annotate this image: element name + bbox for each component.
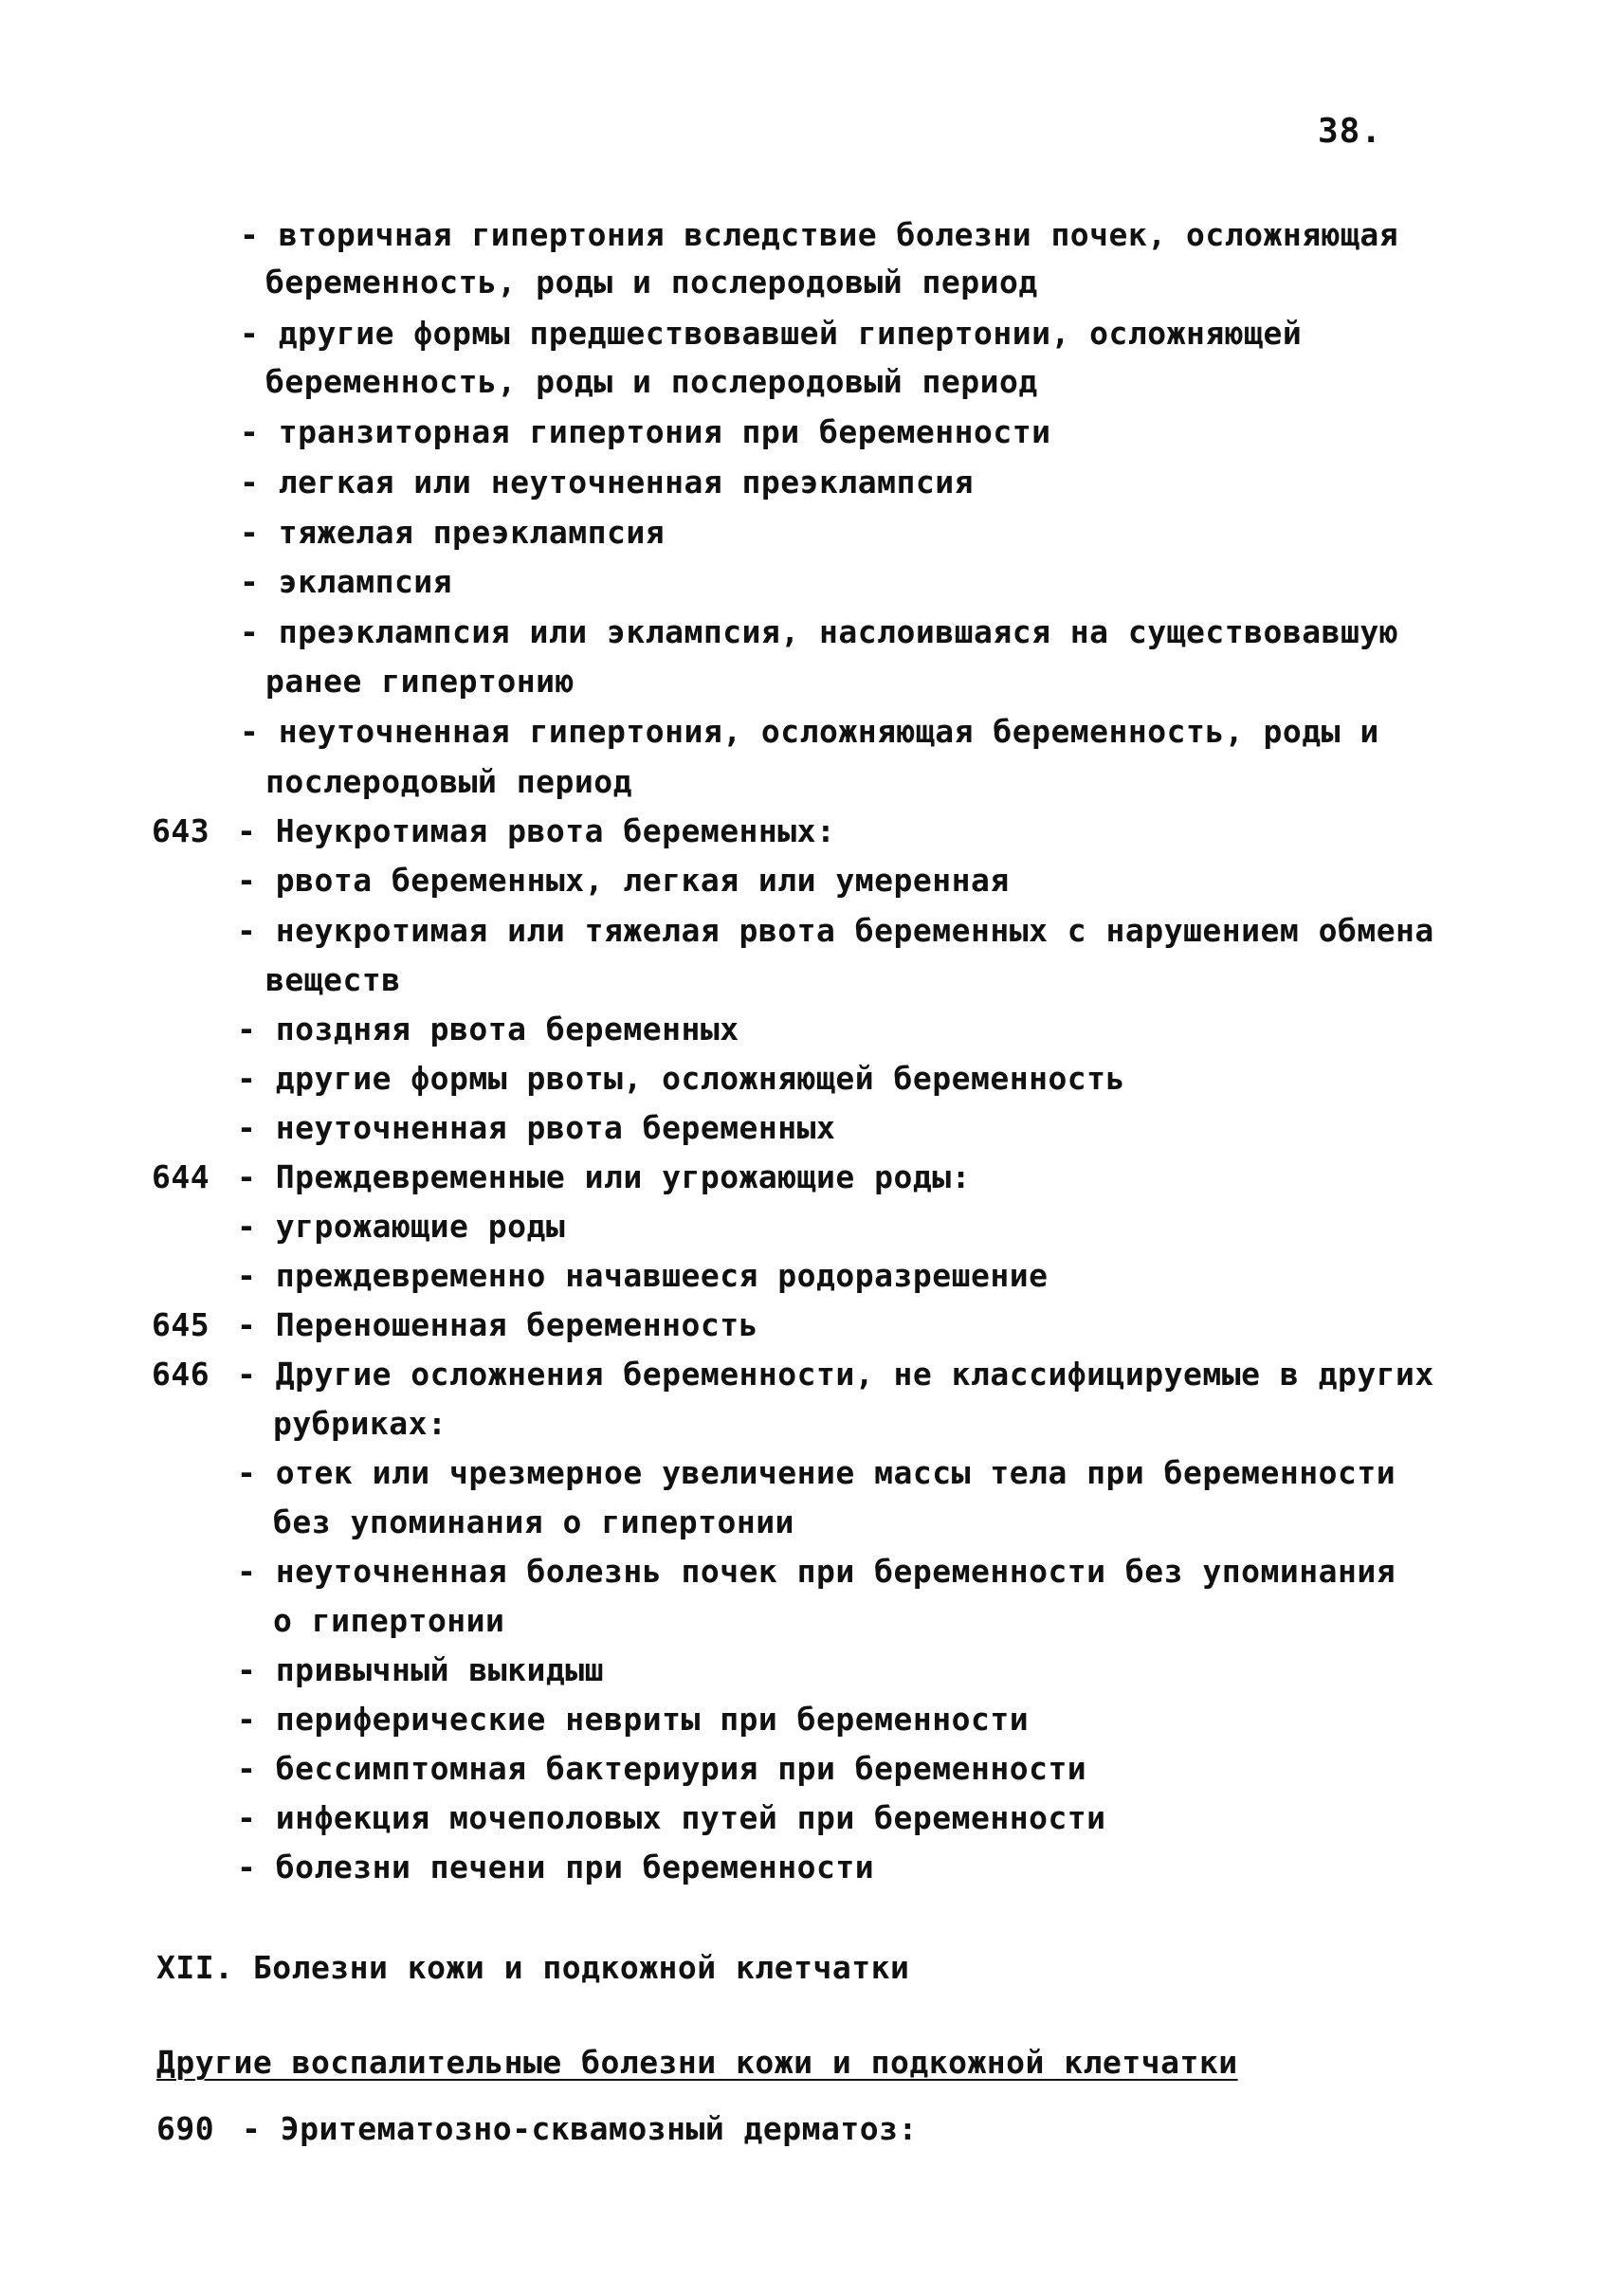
page-number: 38. (1318, 112, 1383, 151)
item-text: - преждевременно начавшееся родоразрешение (237, 1257, 1049, 1294)
list-item (273, 1503, 794, 1541)
item-text: послеродовый период (265, 763, 632, 800)
list-item (273, 1405, 447, 1443)
list-item (240, 413, 1050, 451)
item-text: - другие формы предшествовавшей гипертонии, осложняющей (240, 315, 1303, 352)
item-text: - болезни печени при беременности (237, 1849, 875, 1885)
list-item (152, 812, 835, 850)
list-item (265, 264, 1038, 301)
section-heading: XII. Болезни кожи и подкожной клетчатки (156, 1949, 910, 1986)
list-item (152, 1306, 758, 1344)
list-item (240, 315, 1302, 353)
item-text: - неуточненная рвота беременных (237, 1109, 836, 1146)
list-item (152, 1158, 971, 1196)
item-text: - периферические невриты при беременности (237, 1701, 1030, 1738)
list-item (237, 1011, 739, 1048)
item-code: 690 (156, 2110, 215, 2147)
list-item (156, 2110, 918, 2148)
item-text: беременность, роды и послеродовый период (265, 264, 1038, 301)
list-item (237, 1208, 565, 1246)
list-item (240, 514, 665, 552)
list-item (265, 763, 632, 801)
item-text: - тяжелая преэклампсия (240, 514, 666, 551)
item-text: - отек или чрезмерное увеличение массы тела при беременности (237, 1454, 1396, 1491)
list-item (237, 1060, 1125, 1098)
list-item (265, 961, 401, 999)
item-text: без упоминания о гипертонии (273, 1503, 794, 1540)
list-item (237, 1553, 1396, 1591)
item-text: - неукротимая или тяжелая рвота беременных с нарушением обмена (237, 912, 1434, 949)
list-item (265, 363, 1038, 401)
list-item (152, 1356, 1434, 1393)
item-text: - Другие осложнения беременности, не классифицируемые в других (237, 1356, 1434, 1393)
item-text: - угрожающие роды (237, 1208, 566, 1245)
list-item (237, 1799, 1106, 1837)
item-text: - инфекция мочеполовых путей при беременности (237, 1799, 1106, 1836)
item-text: - вторичная гипертония вследствие болезни почек, осложняющая (240, 216, 1399, 253)
item-text: - Неукротимая рвота беременных: (237, 812, 836, 849)
item-text: веществ (265, 961, 401, 998)
list-item (237, 1651, 604, 1689)
item-code: 646 (152, 1356, 210, 1393)
item-text: - неуточненная гипертония, осложняющая беременность, роды и (240, 713, 1379, 750)
item-text: - поздняя рвота беременных (237, 1011, 739, 1047)
item-text: - эклампсия (240, 563, 453, 600)
list-item (237, 1750, 1086, 1788)
item-text: - неуточненная болезнь почек при беременности без упоминания (237, 1553, 1396, 1590)
list-item (237, 1109, 835, 1147)
list-item (240, 563, 452, 601)
list-item (240, 464, 974, 501)
item-code: 644 (152, 1158, 210, 1195)
list-item (237, 1849, 874, 1886)
list-item (240, 713, 1379, 751)
item-text: - рвота беременных, легкая или умеренная (237, 862, 1010, 899)
list-item (273, 1602, 504, 1640)
item-text: рубриках: (273, 1405, 447, 1442)
list-item (237, 862, 1010, 900)
list-item (237, 912, 1434, 950)
list-item (240, 216, 1398, 254)
list-item (240, 613, 1398, 651)
item-text: о гипертонии (273, 1602, 505, 1639)
item-text: - преэклампсия или эклампсия, наслоившаяся на существовавшую (240, 613, 1399, 650)
list-item (237, 1454, 1396, 1492)
item-text: - Переношенная беременность (237, 1306, 758, 1343)
item-text: - другие формы рвоты, осложняющей беременность (237, 1060, 1125, 1097)
item-text: - легкая или неуточненная преэклампсия (240, 464, 974, 501)
list-item (265, 663, 575, 701)
item-text: - Преждевременные или угрожающие роды: (237, 1158, 971, 1195)
item-text: - транзиторная гипертония при беременности (240, 413, 1051, 450)
item-code: 643 (152, 812, 210, 849)
item-text: - Эритематозно-сквамозный дерматоз: (242, 2110, 918, 2147)
list-item (237, 1257, 1048, 1295)
item-text: - привычный выкидыш (237, 1651, 604, 1688)
item-text: - бессимптомная бактериурия при беременности (237, 1750, 1087, 1787)
subsection-heading: Другие воспалительные болезни кожи и подкожной клетчатки (156, 2044, 1238, 2081)
list-item (237, 1701, 1029, 1739)
item-text: ранее гипертонию (265, 663, 575, 700)
item-code: 645 (152, 1306, 210, 1343)
item-text: беременность, роды и послеродовый период (265, 363, 1038, 400)
